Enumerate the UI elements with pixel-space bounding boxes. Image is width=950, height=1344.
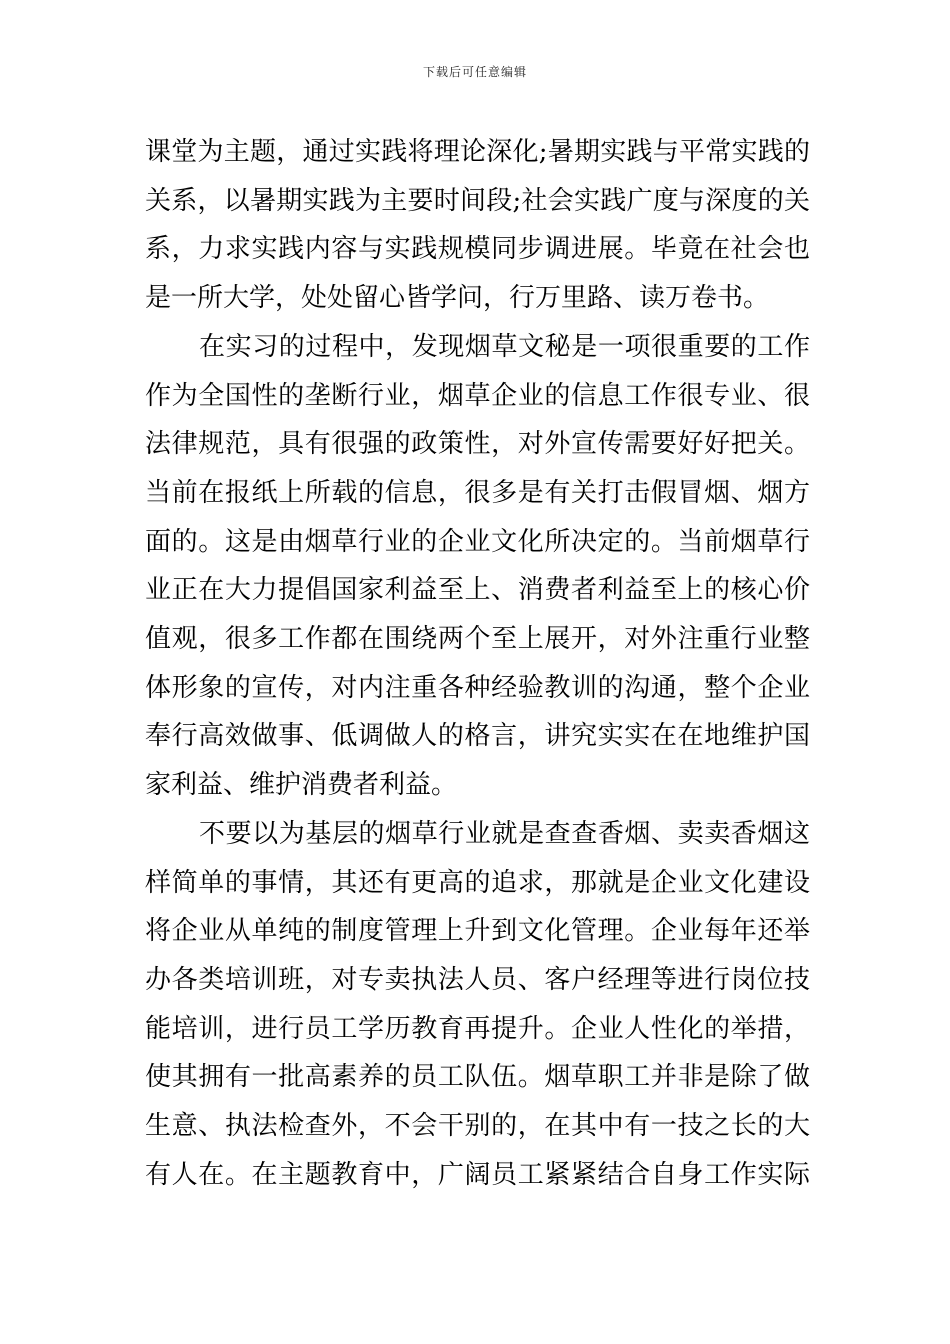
text-line: 值观，很多工作都在围绕两个至上展开，对外注重行业整 — [145, 624, 810, 655]
text-line: 关系，以暑期实践为主要时间段;社会实践广度与深度的关 — [145, 185, 810, 216]
text-line: 体形象的宣传，对内注重各种经验教训的沟通，整个企业 — [145, 672, 810, 703]
document-body — [145, 128, 810, 1199]
text-line: 奉行高效做事、低调做人的格言，讲究实实在在地维护国 — [145, 721, 810, 752]
page-header: 下载后可任意编辑 — [422, 65, 527, 79]
text-line: 作为全国性的垄断行业，烟草企业的信息工作很专业、很 — [145, 380, 810, 411]
text-line: 当前在报纸上所载的信息，很多是有关打击假冒烟、烟方 — [145, 477, 810, 508]
text-line: 家利益、维护消费者利益。 — [145, 770, 458, 801]
text-line: 法律规范，具有很强的政策性，对外宣传需要好好把关。 — [145, 429, 810, 460]
text-line: 将企业从单纯的制度管理上升到文化管理。企业每年还举 — [145, 916, 810, 947]
text-line: 是一所大学，处处留心皆学问，行万里路、读万卷书。 — [145, 283, 770, 314]
text-line: 生意、执法检查外，不会干别的，在其中有一技之长的大 — [145, 1111, 810, 1142]
text-line: 能培训，进行员工学历教育再提升。企业人性化的举措， — [145, 1013, 810, 1044]
paragraph-first-line: 在实习的过程中，发现烟草文秘是一项很重要的工作 — [199, 331, 810, 362]
paragraph-first-line: 不要以为基层的烟草行业就是查查香烟、卖卖香烟这 — [199, 818, 810, 849]
text-line: 业正在大力提倡国家利益至上、消费者利益至上的核心价 — [145, 575, 810, 606]
text-line: 面的。这是由烟草行业的企业文化所决定的。当前烟草行 — [145, 526, 810, 557]
text-line: 使其拥有一批高素养的员工队伍。烟草职工并非是除了做 — [145, 1062, 810, 1093]
text-line: 样简单的事情，其还有更高的追求，那就是企业文化建设 — [145, 867, 810, 898]
text-line: 办各类培训班，对专卖执法人员、客户经理等进行岗位技 — [145, 964, 810, 995]
text-line: 系，力求实践内容与实践规模同步调进展。毕竟在社会也 — [145, 234, 810, 265]
text-line: 有人在。在主题教育中，广阔员工紧紧结合自身工作实际 — [145, 1159, 810, 1190]
text-line: 课堂为主题，通过实践将理论深化;暑期实践与平常实践的 — [145, 137, 810, 167]
